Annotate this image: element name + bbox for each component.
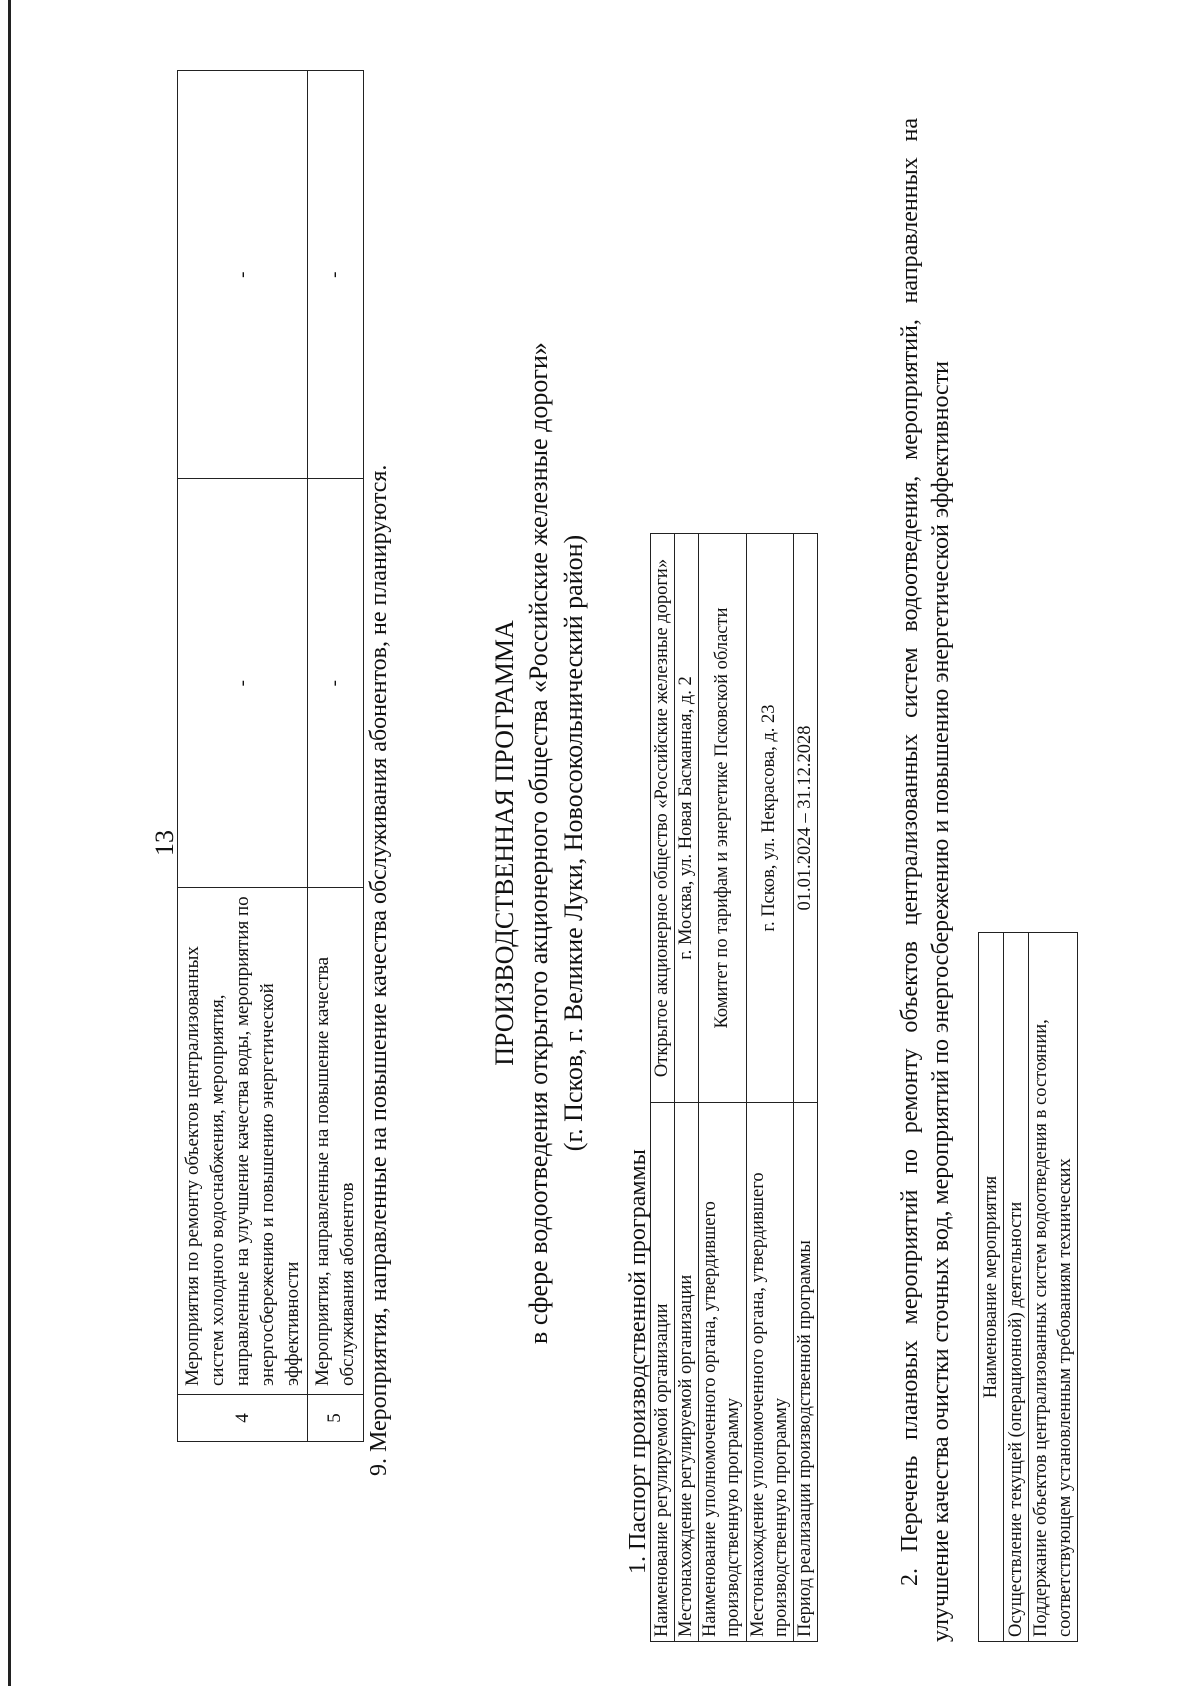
table-row <box>793 534 817 1642</box>
table-header-row <box>979 933 1004 1642</box>
program-title-block <box>488 0 591 1686</box>
passport-label: Наименование уполномоченного органа, утвердившего производственную программу <box>699 1103 746 1642</box>
passport-value: Открытое акционерное общество «Российские железные дороги» <box>651 534 675 1103</box>
row-text: Мероприятия по ремонту объектов централизованных систем холодного водоснабжения, мероприятия, направленные на улучшение качества воды, мероприятия по энергосбережению и повышению энергетической эффективности <box>178 888 308 1395</box>
row-text: Мероприятия, направленные на повышение качества обслуживания абонентов <box>308 888 363 1395</box>
passport-value: г. Москва, ул. Новая Басманная, д. 2 <box>675 534 699 1103</box>
row-value: - <box>308 71 363 480</box>
passport-label: Местонахождение регулируемой организации <box>675 1103 699 1642</box>
table-row <box>178 71 308 1442</box>
row-value: - <box>308 479 363 888</box>
activities-summary-table <box>177 70 364 1442</box>
table-row <box>675 534 699 1642</box>
row-value: - <box>178 71 308 480</box>
table-row <box>1029 933 1078 1642</box>
passport-label: Наименование регулируемой организации <box>651 1103 675 1642</box>
table-row <box>699 534 746 1642</box>
activity-cell: Осуществление текущей (операционной) деятельности <box>1004 933 1029 1642</box>
passport-value: Комитет по тарифам и энергетике Псковской области <box>699 534 746 1103</box>
passport-value: г. Псков, ул. Некрасова, д. 23 <box>746 534 793 1103</box>
section-9-text: 9. Мероприятия, направленные на повышение качества обслуживания абонентов, не планируются. <box>366 464 392 1476</box>
program-subtitle: в сфере водоотведения открытого акционерного общества «Российские железные дороги» <box>524 342 554 1344</box>
table-row <box>651 534 675 1642</box>
row-number: 4 <box>178 1395 308 1442</box>
passport-value: 01.01.2024 – 31.12.2028 <box>793 534 817 1103</box>
planned-activities-table <box>978 932 1078 1642</box>
passport-label: Период реализации производственной программы <box>793 1103 817 1642</box>
activity-cell: Поддержание объектов централизованных систем водоотведения в состоянии, соответствующем установленным требованиям технических <box>1029 933 1078 1642</box>
section-1-heading: 1. Паспорт производственной программы <box>625 1149 651 1574</box>
row-value: - <box>178 479 308 888</box>
table-header-cell: Наименование мероприятия <box>979 933 1004 1642</box>
table-row <box>1004 933 1029 1642</box>
program-passport-table <box>650 533 818 1642</box>
passport-label: Местонахождение уполномоченного органа, утвердившего производственную программу <box>746 1103 793 1642</box>
row-number: 5 <box>308 1395 363 1442</box>
section-2-heading-block <box>895 118 957 1642</box>
table-row <box>308 71 363 1442</box>
program-location: (г. Псков, г. Великие Луки, Новосокольнический район) <box>558 534 588 1152</box>
program-title: ПРОИЗВОДСТВЕННАЯ ПРОГРАММА <box>490 620 519 1066</box>
table-row <box>746 534 793 1642</box>
page-number: 13 <box>150 830 179 856</box>
section-2-heading: 2. Перечень плановых мероприятий по ремонту объектов централизованных систем водоотведения, мероприятий, направленных на улучшение качества очистки сточных вод, мероприятий по энергосбережению и повышению энергетической эффективности <box>897 118 955 1642</box>
